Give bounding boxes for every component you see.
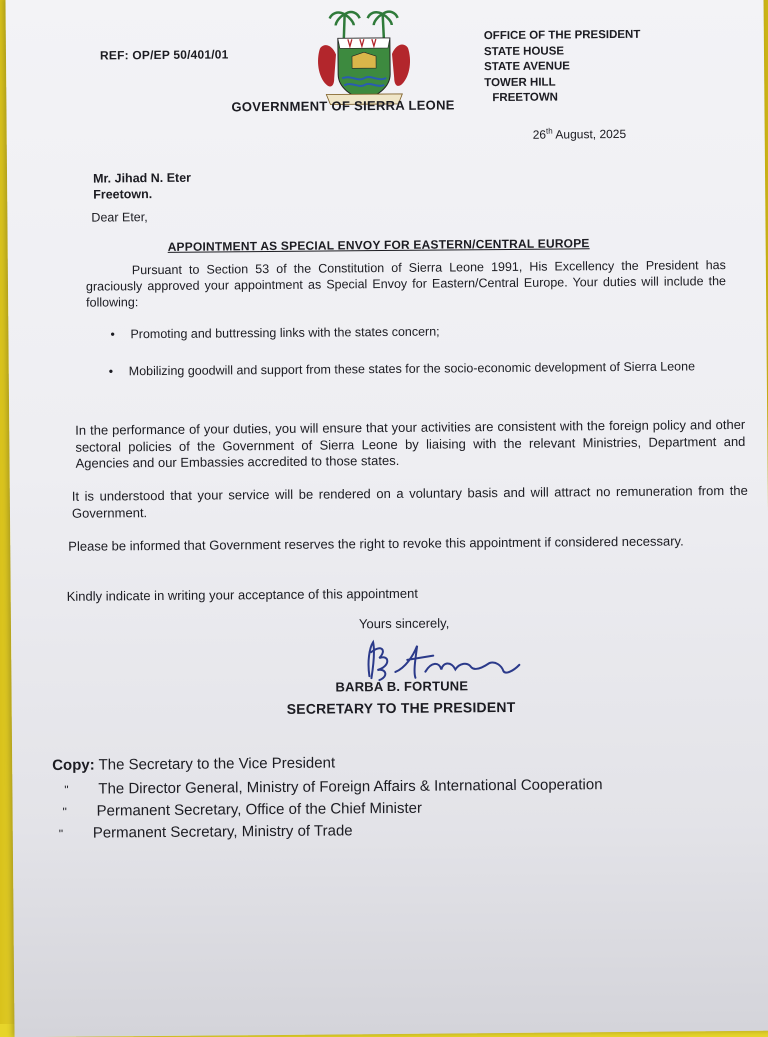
sierra-leone-coat-of-arms-icon <box>312 8 417 109</box>
copy-recipient: The Secretary to the Vice President <box>98 754 336 774</box>
duty-bullet-1 <box>110 321 730 342</box>
bullet-text: Promoting and buttressing links with the states concern; <box>130 324 440 342</box>
letter-date <box>533 126 627 142</box>
paragraph-text: Pursuant to Section 53 of the Constitution of Sierra Leone 1991, His Excellency the President has graciously approved your appointment as Special Envoy for Eastern/Central Europe. Your duties will include the following: <box>85 258 727 310</box>
office-line: TOWER HILL <box>484 76 556 89</box>
copy-recipient: The Director General, Ministry of Foreign Affairs & International Cooperation <box>98 776 603 798</box>
copy-line-3 <box>62 798 422 823</box>
ditto-mark: " <box>64 782 69 797</box>
recipient-city: Freetown. <box>93 187 153 202</box>
recipient-name: Mr. Jihad N. Eter <box>93 170 192 186</box>
copy-recipient: Permanent Secretary, Ministry of Trade <box>92 822 353 842</box>
date-day: 26 <box>532 127 547 142</box>
recipient-address <box>93 170 191 203</box>
body-paragraph-1 <box>86 257 726 311</box>
copy-recipient: Permanent Secretary, Office of the Chief Minister <box>96 799 423 820</box>
salutation: Dear Eter, <box>91 210 148 225</box>
ditto-mark: " <box>58 826 64 841</box>
office-line: OFFICE OF THE PRESIDENT <box>483 28 641 43</box>
subject-heading: APPOINTMENT AS SPECIAL ENVOY FOR EASTERN/CENTRAL EUROPE <box>167 236 590 254</box>
copy-line-4 <box>59 820 353 845</box>
bullet-icon: • <box>108 364 114 379</box>
signatory-title: SECRETARY TO THE PRESIDENT <box>286 698 516 717</box>
signatory-name: BARBA B. FORTUNE <box>335 678 469 695</box>
office-line: FREETOWN <box>492 91 559 105</box>
bullet-icon: • <box>110 327 115 342</box>
bullet-text: Mobilizing goodwill and support from these states for the socio-economic development of Sierra Leone <box>128 359 696 379</box>
body-paragraph-2: In the performance of your duties, you will ensure that your activities are consistent with the foreign policy and other sectoral policies of the Government of Sierra Leone by liaising with the relevant Ministries, Department and Agencies and our Embassies accredited to those states. <box>75 416 746 471</box>
date-suffix: th <box>545 126 553 136</box>
letter-paper <box>5 0 768 1037</box>
copy-line-1 <box>52 752 335 776</box>
date-rest: August, 2025 <box>552 126 627 142</box>
office-line: STATE HOUSE <box>483 44 565 58</box>
copy-line-2 <box>64 774 602 801</box>
body-paragraph-4: Please be informed that Government reserves the right to revoke this appointment if considered necessary. <box>68 533 684 554</box>
body-paragraph-3: It is understood that your service will be rendered on a voluntary basis and will attract no remuneration from the Government. <box>71 482 748 521</box>
government-heading: GOVERNMENT OF SIERRA LEONE <box>231 97 455 115</box>
closing-line: Yours sincerely, <box>358 615 450 632</box>
office-address <box>484 28 641 107</box>
ditto-mark: " <box>62 804 67 819</box>
office-line: STATE AVENUE <box>484 60 570 74</box>
reference-number: REF: OP/EP 50/401/01 <box>99 47 229 63</box>
copy-label: Copy: <box>52 756 95 774</box>
body-paragraph-5: Kindly indicate in writing your acceptance of this appointment <box>66 585 418 604</box>
duty-bullet-2 <box>108 358 739 379</box>
